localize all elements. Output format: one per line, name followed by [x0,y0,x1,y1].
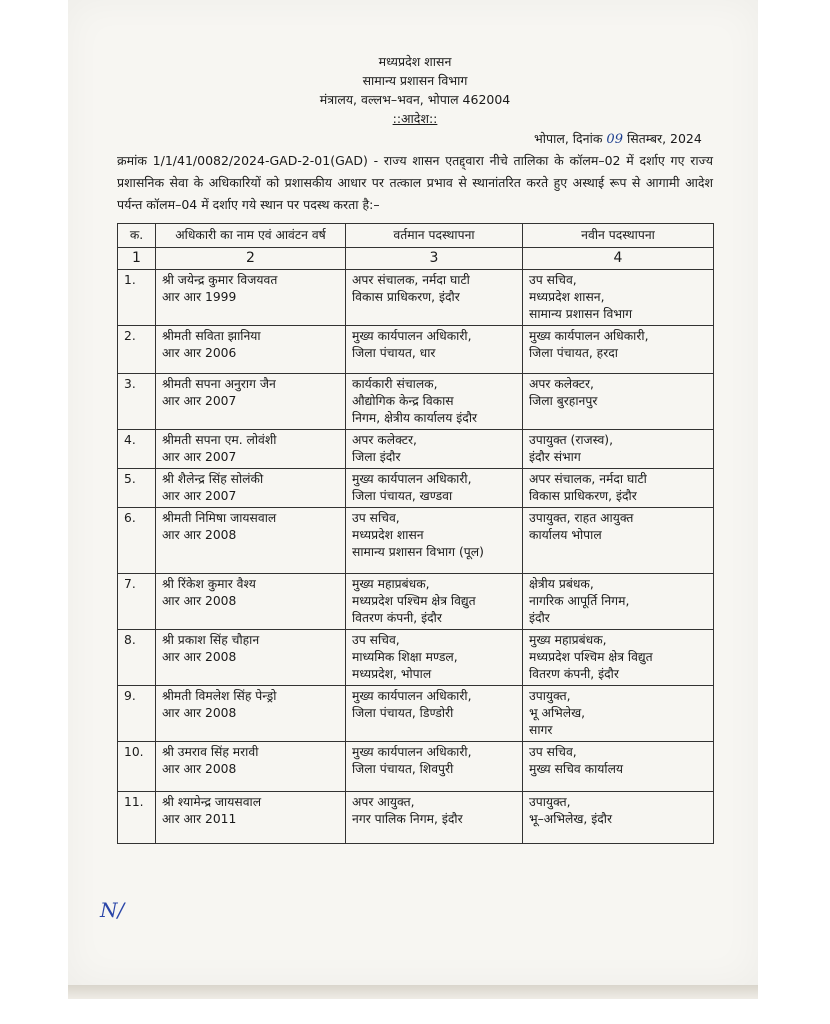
cell-line: श्री जयेन्द्र कुमार विजयवत [162,273,278,287]
table-row [118,469,714,508]
cell-line: आर आर 2007 [162,450,237,464]
cell-line: कार्यकारी संचालक, [352,377,438,391]
cell-line: वितरण कंपनी, इंदौर [352,611,442,625]
dateline [534,130,702,147]
row-current-posting [346,630,523,686]
row-new-posting [523,508,714,574]
order-paragraph [117,150,713,216]
cell-line: मध्यप्रदेश, भोपाल [352,667,432,681]
cell-line: उपायुक्त (राजस्व), [529,433,614,447]
cell-line: मुख्य महाप्रबंधक, [529,633,607,647]
cell-line: जिला पंचायत, खण्डवा [352,489,453,503]
row-current-posting [346,686,523,742]
cell-line: भू–अभिलेख, इंदौर [529,812,613,826]
transfer-table [117,223,714,844]
cell-line: सामान्य प्रशासन विभाग (पूल) [352,545,484,559]
cell-line: श्री श्यामेन्द्र जायसवाल [162,795,262,809]
row-new-posting [523,686,714,742]
row-new-posting [523,326,714,374]
cell-line: भू अभिलेख, [529,706,586,720]
cell-line: आर आर 2008 [162,650,237,664]
cell-line: मुख्य कार्यपालन अधिकारी, [352,689,472,703]
row-officer-name [156,630,346,686]
cell-line: श्रीमती निमिषा जायसवाल [162,511,277,525]
cell-line: आर आर 2008 [162,594,237,608]
cell-line: श्रीमती सपना अनुराग जैन [162,377,276,391]
row-officer-name [156,430,346,469]
cell-line: श्रीमती सविता झानिया [162,329,261,343]
date-suffix: सितम्बर, 2024 [626,131,702,146]
header-state: मध्यप्रदेश शासन [378,54,452,69]
colnum-1: 1 [118,248,156,270]
cell-line: अपर कलेक्टर, [352,433,417,447]
cell-line: श्रीमती सपना एम. लोवंशी [162,433,277,447]
cell-line: जिला पंचायत, धार [352,346,436,360]
colnum-2: 2 [156,248,346,270]
row-officer-name [156,326,346,374]
cell-line: नगर पालिक निगम, इंदौर [352,812,463,826]
row-serial: 2. [118,326,156,374]
cell-line: उप सचिव, [529,745,577,759]
header-department: सामान्य प्रशासन विभाग [362,73,468,88]
cell-line: निगम, क्षेत्रीय कार्यालय इंदौर [352,411,478,425]
row-current-posting [346,742,523,792]
cell-line: मध्यप्रदेश शासन [352,528,424,542]
table-row [118,742,714,792]
cell-line: मुख्य महाप्रबंधक, [352,577,430,591]
cell-line: आर आर 2008 [162,528,237,542]
row-serial: 10. [118,742,156,792]
table-row [118,574,714,630]
cell-line: माध्यमिक शिक्षा मण्डल, [352,650,458,664]
header-order-title: ::आदेश:: [392,111,438,126]
cell-line: आर आर 1999 [162,290,237,304]
cell-line: विकास प्राधिकरण, इंदौर [352,290,460,304]
cell-line: आर आर 2008 [162,706,237,720]
row-current-posting [346,374,523,430]
cell-line: श्री प्रकाश सिंह चौहान [162,633,260,647]
row-current-posting [346,792,523,844]
row-current-posting [346,469,523,508]
header-serial: क. [118,224,156,248]
row-new-posting [523,574,714,630]
cell-line: आर आर 2007 [162,394,237,408]
cell-line: मध्यप्रदेश पश्चिम क्षेत्र विद्युत [352,594,476,608]
cell-line: अपर संचालक, नर्मदा घाटी [352,273,470,287]
cell-line: श्री रिंकेश कुमार वैश्य [162,577,256,591]
row-new-posting [523,430,714,469]
row-officer-name [156,374,346,430]
row-serial: 4. [118,430,156,469]
row-new-posting [523,792,714,844]
cell-line: औद्योगिक केन्द्र विकास [352,394,454,408]
header-name: अधिकारी का नाम एवं आवंटन वर्ष [156,224,346,248]
cell-line: आर आर 2008 [162,762,237,776]
date-day-handwritten: 09 [606,132,623,147]
cell-line: कार्यालय भोपाल [529,528,602,542]
cell-line: मुख्य कार्यपालन अधिकारी, [352,329,472,343]
row-officer-name [156,792,346,844]
row-officer-name [156,574,346,630]
cell-line: मुख्य कार्यपालन अधिकारी, [352,745,472,759]
row-new-posting [523,270,714,326]
cell-line: उप सचिव, [352,633,400,647]
table-row [118,508,714,574]
cell-line: अपर संचालक, नर्मदा घाटी [529,472,647,486]
row-serial: 7. [118,574,156,630]
cell-line: मुख्य कार्यपालन अधिकारी, [529,329,649,343]
cell-line: उप सचिव, [352,511,400,525]
row-officer-name [156,508,346,574]
header-new-posting: नवीन पदस्थापना [523,224,714,248]
row-current-posting [346,508,523,574]
cell-line: जिला पंचायत, डिण्डोरी [352,706,454,720]
handwritten-initial: N/ [100,898,125,922]
row-new-posting [523,469,714,508]
cell-line: जिला बुरहानपुर [529,394,598,408]
cell-line: इंदौर [529,611,550,625]
header-address: मंत्रालय, वल्लभ–भवन, भोपाल 462004 [319,92,511,107]
cell-line: श्री शैलेन्द्र सिंह सोलंकी [162,472,264,486]
cell-line: मुख्य कार्यपालन अधिकारी, [352,472,472,486]
header-current-posting: वर्तमान पदस्थापना [346,224,523,248]
cell-line: उपायुक्त, राहत आयुक्त [529,511,634,525]
cell-line: उपायुक्त, [529,795,571,809]
row-officer-name [156,469,346,508]
row-officer-name [156,686,346,742]
cell-line: आर आर 2007 [162,489,237,503]
cell-line: मध्यप्रदेश शासन, [529,290,605,304]
cell-line: उपायुक्त, [529,689,571,703]
row-current-posting [346,326,523,374]
cell-line: आर आर 2006 [162,346,237,360]
table-row [118,326,714,374]
row-serial: 8. [118,630,156,686]
cell-line: इंदौर संभाग [529,450,581,464]
row-new-posting [523,742,714,792]
cell-line: उप सचिव, [529,273,577,287]
cell-line: मध्यप्रदेश पश्चिम क्षेत्र विद्युत [529,650,653,664]
cell-line: विकास प्राधिकरण, इंदौर [529,489,637,503]
cell-line: अपर आयुक्त, [352,795,415,809]
table-row [118,374,714,430]
row-current-posting [346,574,523,630]
cell-line: नागरिक आपूर्ति निगम, [529,594,630,608]
row-officer-name [156,742,346,792]
row-new-posting [523,374,714,430]
row-serial: 5. [118,469,156,508]
table-row [118,792,714,844]
cell-line: जिला इंदौर [352,450,401,464]
page-edge [68,985,758,999]
row-current-posting [346,270,523,326]
row-serial: 3. [118,374,156,430]
cell-line: श्री उमराव सिंह मरावी [162,745,259,759]
row-current-posting [346,430,523,469]
row-officer-name [156,270,346,326]
order-text: राज्य शासन एतद्द्वारा नीचे तालिका के कॉलम–02 में दर्शाए गए राज्य प्रशासनिक सेवा के अधिकारियों को प्रशासकीय आधार पर तत्काल प्रभाव से स्थानांतरित करते हुए अस्थाई रूप से आगामी आदेश पर्यन्त कॉलम–04 में दर्शाए गये स्थान पर पदस्थ करता है:– [117,153,713,212]
table-row [118,270,714,326]
date-prefix: भोपाल, दिनांक [534,131,603,146]
cell-line: सामान्य प्रशासन विभाग [529,307,633,321]
cell-line: आर आर 2011 [162,812,237,826]
cell-line: अपर कलेक्टर, [529,377,594,391]
cell-line: वितरण कंपनी, इंदौर [529,667,619,681]
row-new-posting [523,630,714,686]
cell-line: क्षेत्रीय प्रबंधक, [529,577,594,591]
cell-line: जिला पंचायत, शिवपुरी [352,762,454,776]
table-header-row [118,224,714,248]
row-serial: 11. [118,792,156,844]
row-serial: 1. [118,270,156,326]
table-row [118,630,714,686]
row-serial: 6. [118,508,156,574]
colnum-4: 4 [523,248,714,270]
colnum-3: 3 [346,248,523,270]
table-row [118,430,714,469]
cell-line: सागर [529,723,553,737]
cell-line: जिला पंचायत, हरदा [529,346,618,360]
order-reference: क्रमांक 1/1/41/0082/2024-GAD-2-01(GAD) - [117,153,379,168]
table-body [118,270,714,844]
column-number-row [118,248,714,270]
table-row [118,686,714,742]
cell-line: श्रीमती विमलेश सिंह पेन्ड्रो [162,689,277,703]
cell-line: मुख्य सचिव कार्यालय [529,762,624,776]
row-serial: 9. [118,686,156,742]
